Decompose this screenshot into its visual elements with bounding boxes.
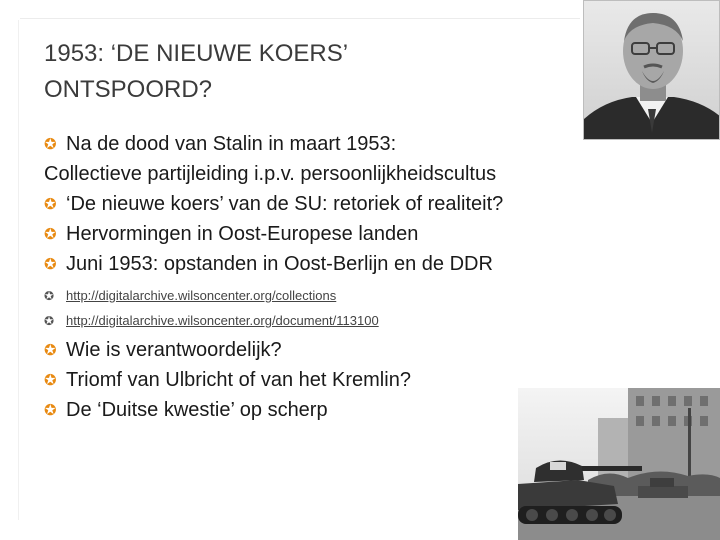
star-bullet-icon: ✪ <box>44 255 57 273</box>
list-item-text: Hervormingen in Oost-Europese landen <box>66 222 419 245</box>
slide-title-line-2: ONTSPOORD? <box>44 76 213 103</box>
list-item-text: Na de dood van Stalin in maart 1953: <box>66 132 397 155</box>
slide-title-line-1: 1953: ‘DE NIEUWE KOERS’ <box>44 40 349 67</box>
star-bullet-icon: ✪ <box>44 401 57 419</box>
tanks-photo <box>518 388 720 540</box>
decorative-line-top <box>20 18 580 19</box>
list-item <box>44 189 604 219</box>
list-item-text: Collectieve partijleiding i.p.v. persoonlijkheidscultus <box>44 162 497 185</box>
collections-link[interactable]: http://digitalarchive.wilsoncenter.org/collections <box>66 288 337 303</box>
list-item-text: Wie is verantwoordelijk? <box>66 338 282 361</box>
star-bullet-icon: ✪ <box>44 135 57 153</box>
list-item <box>44 159 604 189</box>
star-bullet-icon: ✪ <box>44 313 55 328</box>
list-item-text: ‘De nieuwe koers’ van de SU: retoriek of realiteit? <box>66 192 504 215</box>
list-item <box>44 219 604 249</box>
slide-title <box>44 36 564 108</box>
list-item-link[interactable] <box>44 283 604 308</box>
star-bullet-icon: ✪ <box>44 341 57 359</box>
star-bullet-icon: ✪ <box>44 371 57 389</box>
star-bullet-icon: ✪ <box>44 288 55 303</box>
list-item <box>44 129 604 159</box>
document-link[interactable]: http://digitalarchive.wilsoncenter.org/document/113100 <box>66 313 379 328</box>
list-item <box>44 249 604 279</box>
portrait-photo-image <box>584 1 720 140</box>
bullet-list <box>44 129 604 425</box>
list-item-text: Juni 1953: opstanden in Oost-Berlijn en de DDR <box>66 252 493 275</box>
list-item-text: De ‘Duitse kwestie’ op scherp <box>66 398 328 421</box>
list-item-text: Triomf van Ulbricht of van het Kremlin? <box>66 368 411 391</box>
portrait-photo <box>583 0 720 140</box>
list-item-link[interactable] <box>44 308 604 333</box>
star-bullet-icon: ✪ <box>44 195 57 213</box>
decorative-line-left <box>18 20 19 520</box>
star-bullet-icon: ✪ <box>44 225 57 243</box>
tanks-photo-image <box>518 388 720 540</box>
list-item <box>44 335 604 365</box>
